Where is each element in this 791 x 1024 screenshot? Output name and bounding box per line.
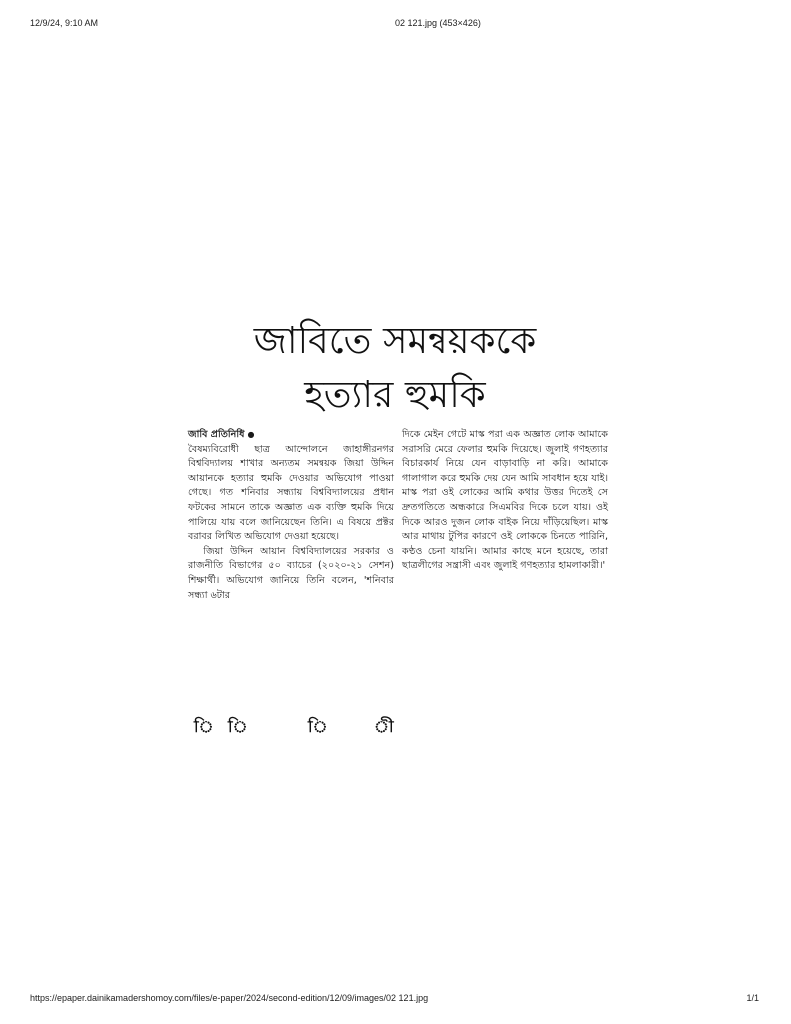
column-1-paragraph-2: জিয়া উদ্দিন আয়ান বিশ্ববিদ্যালয়ের সরকার ও রাজনীতি বিভাগের ৫০ ব্যাচের (২০২০-২১ সেশন) শিক্ষার্থী। অভিযোগ জানিয়ে তিনি বলেন, 'শনিবার সন্ধ্যা ৬টার (188, 545, 394, 601)
column-2-paragraph-1: দিকে মেইন গেটে মাস্ক পরা এক অজ্ঞাত লোক আমাকে সরাসরি মেরে ফেলার হুমকি দিয়েছে। জুলাই গণহত্যার বিচারকার্য নিয়ে যেন বাড়াবাড়ি না করি। আমাকে গালাগাল করে হুমকি দেয় যেন আমি সাবধান হয়ে যাই। মাস্ক পরা ওই লোকের আমি কথার উত্তর দিতেই সে দ্রুতগতিতে অন্ধকারে সিএমবির দিকে চলে যায়। ওই দিকে আরও দুজন লোক বাইক নিয়ে দাঁড়িয়েছিল। মাস্ক আর মাথায় টুপির কারণে ওই লোককে চিনতে পারিনি, কণ্ঠও চেনা যায়নি। আমার কাছে মনে হয়েছে, তারা ছাত্রলীগের সন্ত্রাসী এবং জুলাই গণহত্যার হামলাকারী।' (402, 429, 608, 572)
column-1-paragraph-1: বৈষম্যবিরোধী ছাত্র আন্দোলনে জাহাঙ্গীরনগর বিশ্ববিদ্যালয় শাখার অন্যতম সমন্বয়ক জিয়া উদ্দিন আয়ানকে হত্যার হুমকি দেওয়ার অভিযোগ পাওয়া গেছে। গত শনিবার সন্ধ্যায় বিশ্ববিদ্যালয়ের প্রধান ফটকের সামনে তাকে অজ্ঞাত এক ব্যক্তি হুমকি দিয়ে পালিয়ে যায় বলে জানিয়েছেন তিনি। এ বিষয়ে প্রক্টর বরাবর লিখিত অভিযোগ দেওয়া হয়েছে। (188, 443, 394, 543)
cropped-next-line (188, 710, 396, 736)
headline-line-1: জাবিতে সমন্বয়ককে (253, 319, 537, 362)
print-source-url: https://epaper.dainikamadershomoy.com/files/e-paper/2024/second-edition/12/09/images/02 121.jpg (30, 993, 429, 1003)
print-datetime: 12/9/24, 9:10 AM (30, 18, 99, 28)
cropped-glyph: ি (228, 717, 250, 736)
cropped-glyph: ি (308, 717, 330, 736)
headline-line-2: হত্যার হুমকি (304, 373, 486, 416)
cropped-glyph: ি (194, 717, 216, 736)
article-column-2 (402, 428, 608, 574)
print-page-count: 1/1 (746, 993, 759, 1003)
article-byline: জাবি প্রতিনিধি (188, 429, 245, 440)
cropped-glyph: ী (374, 717, 396, 736)
print-footer (0, 993, 791, 1007)
newspaper-clipping (186, 312, 608, 736)
print-doc-title: 02 121.jpg (453×426) (395, 18, 481, 28)
article-headline (186, 314, 604, 422)
print-header (0, 18, 791, 32)
byline-bullet: ● (247, 430, 255, 439)
article-column-1 (188, 428, 394, 603)
